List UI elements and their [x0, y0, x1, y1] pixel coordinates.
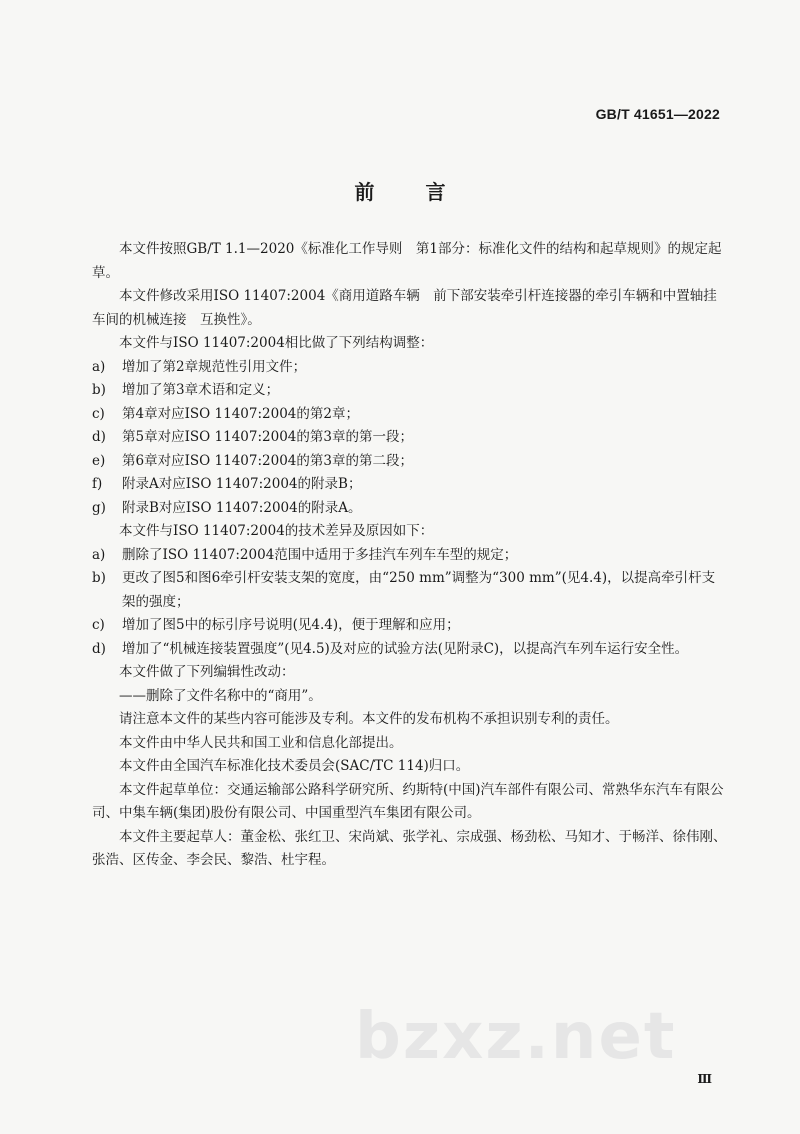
list-item: g) 附录B对应ISO 11407:2004的附录A。 — [92, 499, 362, 516]
paragraph-patent-notice: 请注意本文件的某些内容可能涉及专利。本文件的发布机构不承担识别专利的责任。 — [119, 711, 619, 727]
page-title: 前 言 — [354, 180, 468, 204]
paragraph-structure-intro: 本文件与ISO 11407:2004相比做了下列结构调整： — [119, 335, 434, 351]
paragraph-drafting-organizations: 本文件起草单位：交通运输部公路科学研究所、约斯特(中国)汽车部件有限公司、常熟华东汽车有限公司、中集车辆(集团)股份有限公司、中国重型汽车集团有限公司。 — [92, 781, 724, 821]
list-item: c) 增加了图5中的标引序号说明(见4.4)，便于理解和应用； — [92, 617, 460, 633]
editorial-change-item: ——删除了文件名称中的“商用”。 — [119, 687, 322, 704]
list-item: b) 更改了图5和图6牵引杆安装支架的宽度，由“250 mm”调整为“300 mm”(见4.4)，以提高牵引杆支架的强度； — [92, 570, 716, 610]
list-item: a) 增加了第2章规范性引用文件； — [92, 358, 307, 375]
list-item: d) 第5章对应ISO 11407:2004的第3章的第一段； — [92, 429, 413, 445]
list-item: f) 附录A对应ISO 11407:2004的附录B； — [92, 476, 362, 492]
page-number: Ⅲ — [697, 1072, 712, 1086]
standard-number: GB/T 41651—2022 — [595, 106, 720, 122]
paragraph-proposer: 本文件由中华人民共和国工业和信息化部提出。 — [119, 734, 403, 751]
paragraph-adoption: 本文件修改采用ISO 11407:2004《商用道路车辆 前下部安装牵引杆连接器的牵引车辆和中置轴挂车间的机械连接 互换性》。 — [92, 288, 717, 328]
paragraph-editorial-intro: 本文件做了下列编辑性改动： — [119, 664, 295, 680]
paragraph-drafters: 本文件主要起草人：董金松、张红卫、宋尚斌、张学礼、宗成强、杨劲松、马知才、于畅洋、徐伟刚、张浩、区传金、李会民、黎浩、杜宇程。 — [92, 828, 727, 868]
paragraph-technical-intro: 本文件与ISO 11407:2004的技术差异及原因如下： — [119, 523, 434, 539]
paragraph-technical-committee: 本文件由全国汽车标准化技术委员会(SAC/TC 114)归口。 — [119, 758, 470, 774]
watermark: bzxz.net — [355, 1000, 677, 1074]
foreword-body — [92, 238, 728, 873]
list-item: a) 删除了ISO 11407:2004范围中适用于多挂汽车列车车型的规定； — [92, 546, 518, 563]
paragraph-drafting-rules: 本文件按照GB/T 1.1—2020《标准化工作导则 第1部分：标准化文件的结构和起草规则》的规定起草。 — [92, 241, 722, 281]
list-item: e) 第6章对应ISO 11407:2004的第3章的第二段； — [92, 452, 413, 469]
list-item: c) 第4章对应ISO 11407:2004的第2章； — [92, 405, 359, 422]
structure-changes-list — [92, 356, 728, 521]
technical-differences-list — [92, 544, 728, 662]
list-item: d) 增加了“机械连接装置强度”(见4.5)及对应的试验方法(见附录C)，以提高汽车列车运行安全性。 — [92, 640, 689, 657]
list-item: b) 增加了第3章术语和定义； — [92, 382, 280, 398]
